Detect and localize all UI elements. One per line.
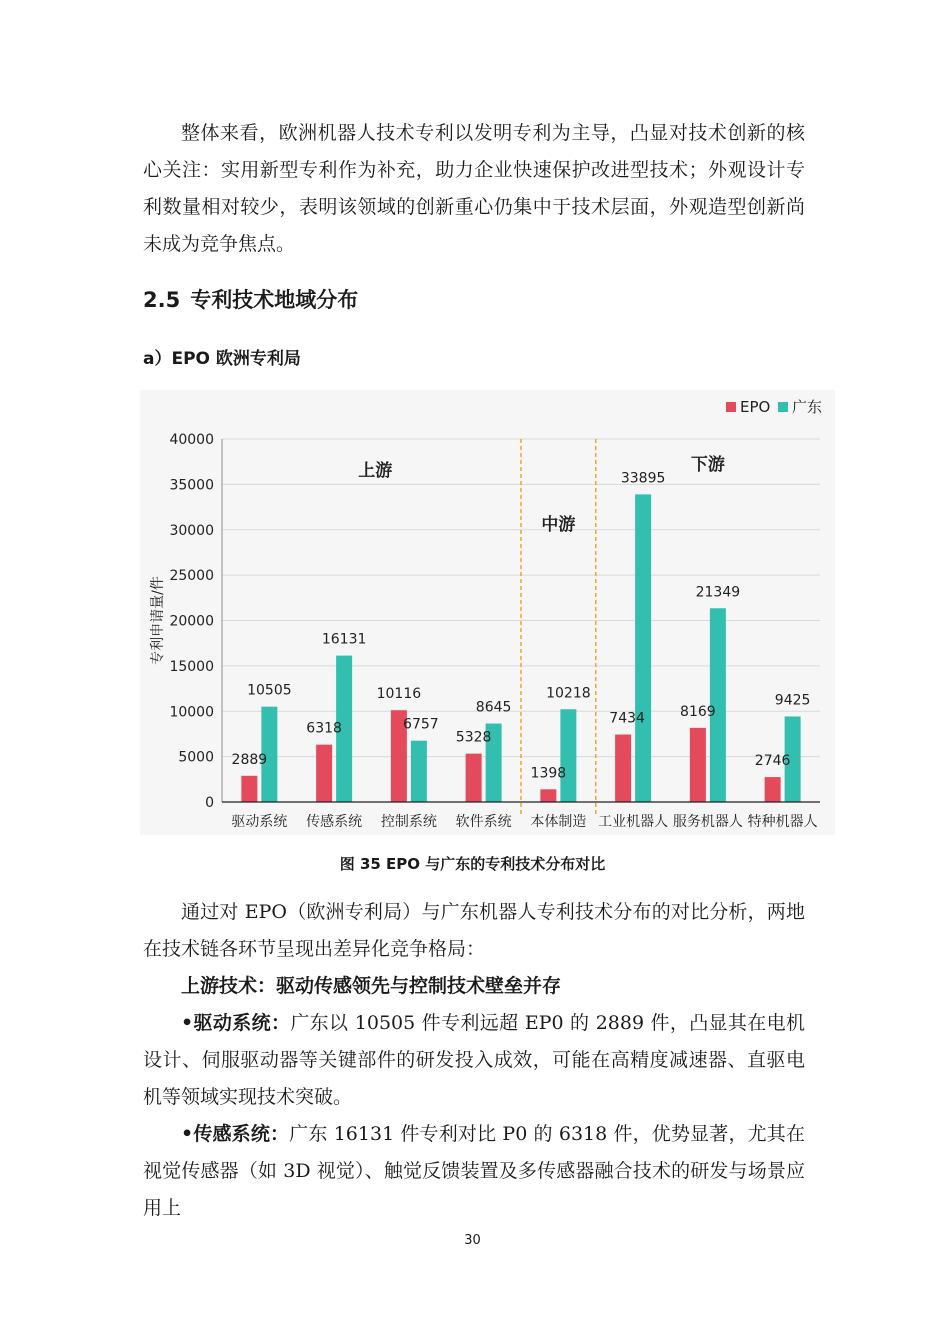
x-tick-label: 本体制造: [530, 814, 587, 830]
y-tick-label: 40000: [169, 432, 214, 448]
data-label: 10218: [546, 685, 591, 702]
bullet-text: 广东以 10505 件专利远超 EP0 的 2889 件，凸显其在电机设计、伺服驱动器等关键部件的研发投入成效，可能在高精度减速器、直驱电机等领域实现技术突破。: [143, 1012, 805, 1108]
data-label: 8645: [475, 699, 512, 716]
y-tick-label: 25000: [169, 568, 214, 585]
x-tick-label: 软件系统: [455, 814, 512, 830]
figure-caption: 图 35 EPO 与广东的专利技术分布对比: [339, 855, 606, 873]
data-label: 33895: [620, 470, 666, 487]
bullet-label: 驱动系统：: [193, 1012, 291, 1034]
x-tick-label: 传感系统: [306, 814, 363, 830]
bullet-text: 广东 16131 件专利对比 P0 的 6318 件，优势显著，尤其在视觉传感器（如 3D 视觉）、触觉反馈装置及多传感器融合技术的研发与场景应用上: [143, 1123, 805, 1219]
y-tick-label: 15000: [169, 658, 214, 675]
bar-guangdong: [560, 709, 576, 802]
data-label: 1398: [530, 765, 567, 782]
data-label: 5328: [455, 729, 492, 746]
chart-svg: [140, 390, 835, 835]
legend-label: EPO: [740, 398, 771, 416]
bullet-marker: •: [181, 1123, 194, 1145]
section-heading: [143, 284, 358, 314]
section-number: 2.5: [143, 288, 181, 312]
section-title: 专利技术地域分布: [190, 288, 359, 312]
region-label: 中游: [541, 515, 576, 535]
data-label: 7434: [609, 710, 645, 727]
data-label: 6318: [306, 720, 342, 737]
y-tick-label: 10000: [169, 704, 214, 721]
data-label: 8169: [680, 703, 716, 720]
legend-label: 广东: [792, 398, 823, 416]
bar-epo: [241, 776, 257, 802]
bar-guangdong: [411, 741, 427, 802]
y-axis-label: 专利申请量/件: [150, 576, 166, 665]
data-label: 10116: [376, 686, 422, 703]
data-label: 6757: [403, 716, 439, 733]
data-label: 21349: [695, 584, 741, 601]
y-tick-label: 20000: [169, 613, 214, 630]
x-tick-label: 控制系统: [380, 814, 437, 830]
legend-swatch: [778, 402, 788, 412]
y-tick-label: 5000: [178, 749, 214, 766]
data-label: 10505: [247, 682, 292, 699]
data-label: 2889: [231, 751, 268, 768]
chart-legend: [726, 398, 822, 416]
legend-swatch: [726, 402, 736, 412]
region-label: 上游: [358, 461, 393, 481]
data-label: 9425: [774, 692, 811, 709]
patent-distribution-chart: [140, 390, 835, 835]
bar-epo: [316, 745, 332, 802]
upstream-heading: 上游技术：驱动传感领先与控制技术壁垒并存: [181, 975, 562, 997]
y-tick-label: 0: [205, 795, 214, 811]
page-number: 30: [464, 1233, 481, 1248]
bar-epo: [765, 777, 781, 802]
y-tick-label: 30000: [169, 522, 214, 539]
x-tick-label: 工业机器人: [598, 814, 669, 830]
bar-epo: [466, 754, 482, 802]
x-tick-label: 特种机器人: [747, 814, 818, 830]
bar-epo: [615, 735, 631, 802]
data-label: 16131: [321, 631, 367, 648]
bar-guangdong: [635, 494, 651, 802]
x-tick-label: 驱动系统: [231, 814, 288, 830]
subsection-heading: a）EPO 欧洲专利局: [143, 349, 301, 369]
bullet-marker: •: [181, 1012, 194, 1034]
analysis-paragraph: 通过对 EPO（欧洲专利局）与广东机器人专利技术分布的对比分析，两地在技术链各环节呈现出差异化竞争格局：: [143, 901, 805, 960]
bar-epo: [540, 789, 556, 802]
region-label: 下游: [690, 455, 725, 475]
x-tick-label: 服务机器人: [672, 814, 743, 830]
data-label: 2746: [754, 753, 791, 770]
region-separators: [521, 439, 596, 814]
intro-paragraph: 整体来看，欧洲机器人技术专利以发明专利为主导，凸显对技术创新的核心关注：实用新型专利作为补充，助力企业快速保护改进型技术；外观设计专利数量相对较少，表明该领域的创新重心仍集中于技术层面，外观造型创新尚未成为竞争焦点。: [143, 122, 805, 255]
y-tick-label: 35000: [169, 477, 214, 494]
bullet-label: 传感系统：: [193, 1123, 290, 1145]
bullet-drive-system: [143, 1005, 805, 1116]
bullet-sense-system: [143, 1116, 805, 1227]
bar-epo: [690, 728, 706, 802]
